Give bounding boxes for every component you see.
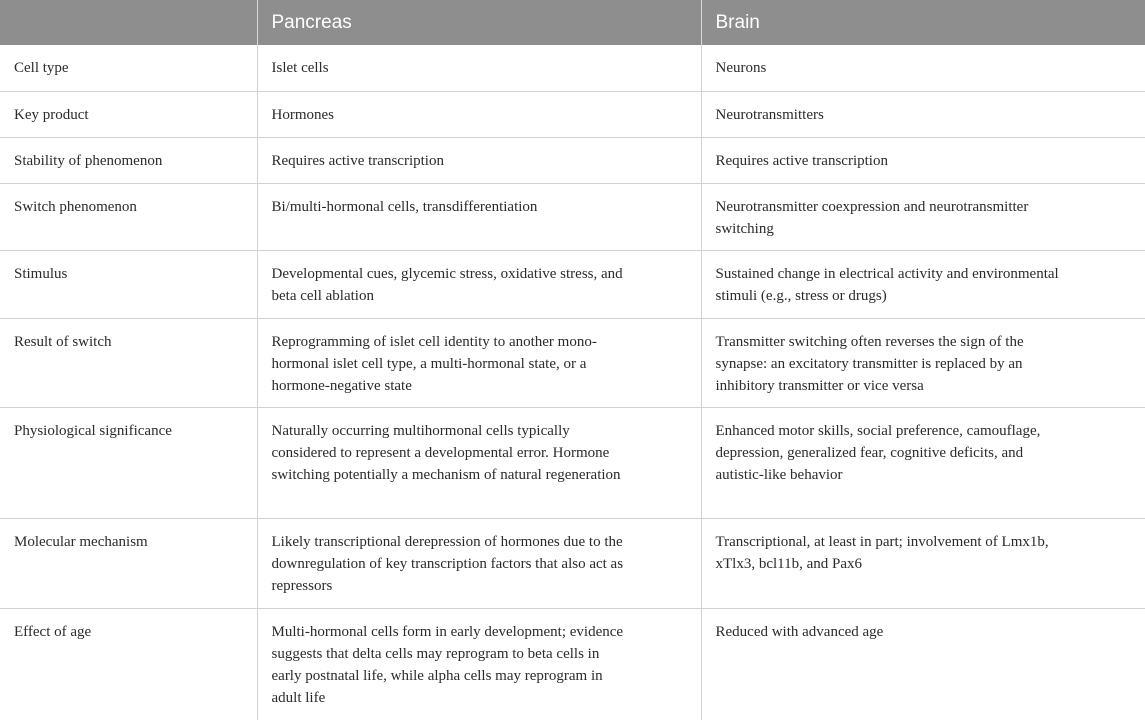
brain-cell: Neurotransmitters <box>701 91 1145 137</box>
pancreas-cell: Naturally occurring multihormonal cells typically considered to represent a developmental error. Hormone switching potentially a mechanism of natural regeneration <box>257 407 701 518</box>
pancreas-cell: Hormones <box>257 91 701 137</box>
table-row <box>0 318 1145 407</box>
pancreas-cell: Requires active transcription <box>257 137 701 183</box>
brain-cell: Requires active transcription <box>701 137 1145 183</box>
pancreas-cell: Islet cells <box>257 45 701 91</box>
header-brain: Brain <box>701 0 1145 45</box>
row-label: Molecular mechanism <box>0 518 257 608</box>
table-row <box>0 407 1145 518</box>
row-label: Stability of phenomenon <box>0 137 257 183</box>
header-feature <box>0 0 257 45</box>
table-row <box>0 518 1145 608</box>
row-label: Switch phenomenon <box>0 183 257 250</box>
row-label: Cell type <box>0 45 257 91</box>
brain-cell: Transmitter switching often reverses the sign of the synapse: an excitatory transmitter is replaced by an inhibitory transmitter or vice versa <box>701 318 1145 407</box>
pancreas-cell: Likely transcriptional derepression of hormones due to the downregulation of key transcription factors that also act as repressors <box>257 518 701 608</box>
table-row <box>0 45 1145 91</box>
table-row <box>0 608 1145 720</box>
table-row <box>0 91 1145 137</box>
pancreas-cell: Multi-hormonal cells form in early development; evidence suggests that delta cells may reprogram to beta cells in early postnatal life, while alpha cells may reprogram in adult life <box>257 608 701 720</box>
table-row <box>0 183 1145 250</box>
brain-cell: Neurotransmitter coexpression and neurotransmitter switching <box>701 183 1145 250</box>
row-label: Key product <box>0 91 257 137</box>
table-row <box>0 250 1145 318</box>
header-row <box>0 0 1145 45</box>
pancreas-cell: Developmental cues, glycemic stress, oxidative stress, and beta cell ablation <box>257 250 701 318</box>
brain-cell: Transcriptional, at least in part; involvement of Lmx1b, xTlx3, bcl11b, and Pax6 <box>701 518 1145 608</box>
row-label: Result of switch <box>0 318 257 407</box>
brain-cell: Neurons <box>701 45 1145 91</box>
table-row <box>0 137 1145 183</box>
pancreas-cell: Reprogramming of islet cell identity to another mono-hormonal islet cell type, a multi-hormonal state, or a hormone-negative state <box>257 318 701 407</box>
row-label: Effect of age <box>0 608 257 720</box>
brain-cell: Reduced with advanced age <box>715 623 884 640</box>
row-label: Stimulus <box>0 250 257 318</box>
row-label: Physiological significance <box>0 407 257 518</box>
pancreas-cell: Bi/multi-hormonal cells, transdifferentiation <box>257 183 701 250</box>
brain-cell: Enhanced motor skills, social preference, camouflage, depression, generalized fear, cognitive deficits, and autistic-like behavior <box>701 407 1145 518</box>
header-pancreas: Pancreas <box>257 0 701 45</box>
brain-cell: Sustained change in electrical activity and environmental stimuli (e.g., stress or drugs) <box>701 250 1145 318</box>
